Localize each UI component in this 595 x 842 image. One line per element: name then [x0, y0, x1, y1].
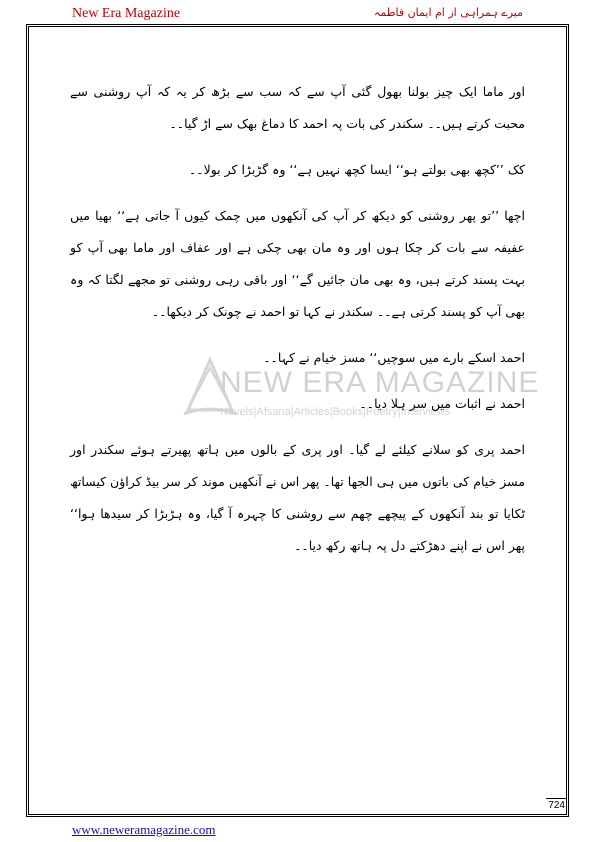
footer-website-link[interactable]: www.neweramagazine.com — [72, 822, 216, 837]
paragraph-2: کک ’’کچھ بھی بولتے ہو‘‘ ایسا کچھ نہیں ہے‘‘ وہ گڑبڑا کر بولا۔۔ — [188, 162, 525, 177]
paragraph-3: اچھا ’’تو پھر روشنی کو دیکھ کر آپ کی آنکھوں میں چمک کیوں آ جاتی ہے‘‘ بھیا میں عفیفہ سے بات کر چکا ہوں اور وہ مان بھی چکی ہے اور عفاف اور ماما بھی آپ کو بہت پسند کرتے ہیں، وہ بھی مان جائیں گے‘‘ اور باقی رہی روشنی تو مجھے لگتا کہ وہ بھی آپ کو پسند کرتی ہے۔۔ سکندر نے کہا تو احمد نے چونک کر دیکھا۔۔ — [70, 208, 525, 319]
header-magazine-name: New Era Magazine — [72, 6, 181, 21]
page-number: 724 — [548, 800, 565, 811]
paragraph-4: احمد اسکے بارے میں سوچیں‘‘ مسز خیام نے کہا۔۔ — [263, 350, 525, 365]
watermark-title: NEW ERA MAGAZINE — [220, 366, 540, 399]
header-story-title: میرے ہمراہی از ام ایمان فاطمہ — [373, 6, 523, 19]
watermark-subtitle: Novels|Afsana|Articles|Books|Poetry|Interviews — [220, 406, 451, 418]
story-body — [70, 76, 525, 562]
paragraph-1: اور ماما ایک چیز بولنا بھول گئی آپ سے کہ سب سے بڑھ کر یہ کہ آپ روشنی سے محبت کرتے ہیں۔۔ سکندر کی بات پہ احمد کا دماغ بھک سے اڑ گیا۔۔ — [70, 84, 525, 131]
paragraph-6: احمد پری کو سلانے کیلئے لے گیا۔ اور پری کے بالوں میں ہاتھ پھیرتے ہوئے سکندر اور مسز خیام کی باتوں میں ہی الجھا تھا۔ پھر اس نے آنکھیں موند کر سر بیڈ کراؤن کیساتھ ٹکایا تو بند آنکھوں کے پیچھے چھم سے روشنی کا چہرہ آ گیا، وہ ہڑبڑا کر سیدھا ہوا‘‘ پھر اس نے اپنے دھڑکتے دل پہ ہاتھ رکھ دیا۔۔ — [70, 442, 525, 553]
paragraph-5: احمد نے اثبات میں سر ہلا دیا۔۔ — [359, 396, 525, 411]
